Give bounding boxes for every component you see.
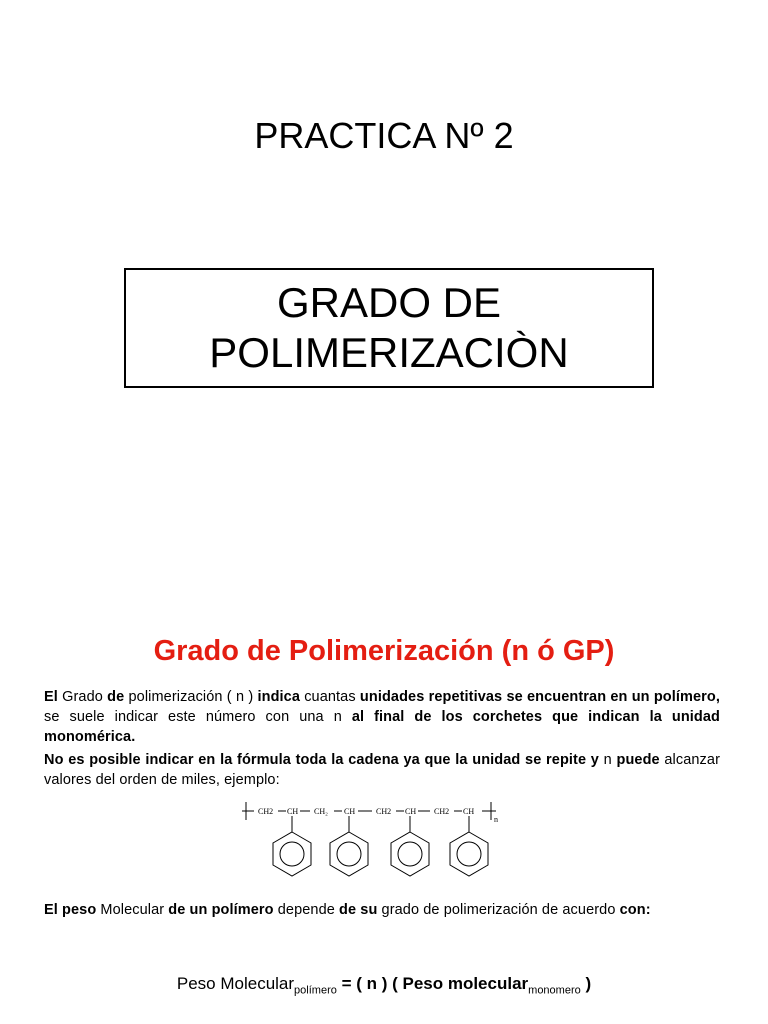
chain-label: CH2 <box>434 807 450 816</box>
molecular-weight-formula <box>0 972 768 1002</box>
chain-label: CH <box>344 807 356 816</box>
text-bold: de un polímero <box>168 902 274 918</box>
title-box <box>124 268 654 388</box>
text-bold: indica <box>257 689 300 705</box>
definition-paragraph <box>44 687 720 747</box>
polystyrene-structure <box>240 798 510 884</box>
text: n <box>598 752 617 768</box>
repeat-subscript: n <box>494 815 498 824</box>
text-bold: de su <box>339 902 378 918</box>
text-bold: al final de los corchetes que indican la unidad monomérica. <box>44 709 721 745</box>
text: depende <box>273 902 340 918</box>
chain-label: CH₂ <box>314 807 328 816</box>
benzene-ring <box>330 832 368 876</box>
text-bold: de <box>107 689 125 705</box>
formula-subscript: monomero <box>528 984 581 997</box>
molecular-weight-paragraph <box>44 900 720 920</box>
formula-term: Peso Molecular <box>176 974 295 993</box>
section-title: Grado de Polimerización (n ó GP) <box>153 635 615 667</box>
formula-term: = ( n ) ( Peso molecular <box>336 974 529 993</box>
practice-number: PRACTICA Nº 2 <box>254 115 514 156</box>
text-bold: El peso <box>44 902 97 918</box>
formula-term: ) <box>580 974 592 993</box>
benzene-ring <box>391 832 429 876</box>
title-line-2: POLIMERIZACIÒN <box>209 329 569 376</box>
chain-label: CH2 <box>258 807 274 816</box>
chain-paragraph <box>44 750 720 790</box>
text: Molecular <box>96 902 169 918</box>
text: cuantas <box>299 689 360 705</box>
text-bold: El <box>44 689 58 705</box>
text: se suele indicar este número con una n <box>44 709 352 725</box>
text-bold: unidades repetitivas se encuentran en un polímero, <box>359 689 721 705</box>
chain-label: CH <box>405 807 417 816</box>
text-bold: puede <box>616 752 660 768</box>
title-line-1: GRADO DE <box>276 279 502 326</box>
chain-label: CH <box>463 807 475 816</box>
formula-subscript: polímero <box>294 984 337 997</box>
text: alcanzar valores del orden de miles, ejemplo: <box>44 752 721 788</box>
text: polimerización ( n ) <box>124 689 258 705</box>
benzene-ring <box>273 832 311 876</box>
text: Grado <box>57 689 108 705</box>
text-bold: No es posible indicar en la fórmula toda la cadena ya que la unidad se repite y <box>44 752 599 768</box>
text-bold: con: <box>619 902 651 918</box>
text: grado de polimerización de acuerdo <box>377 902 620 918</box>
chain-label: CH2 <box>376 807 392 816</box>
benzene-ring <box>450 832 488 876</box>
chain-label: CH <box>287 807 299 816</box>
